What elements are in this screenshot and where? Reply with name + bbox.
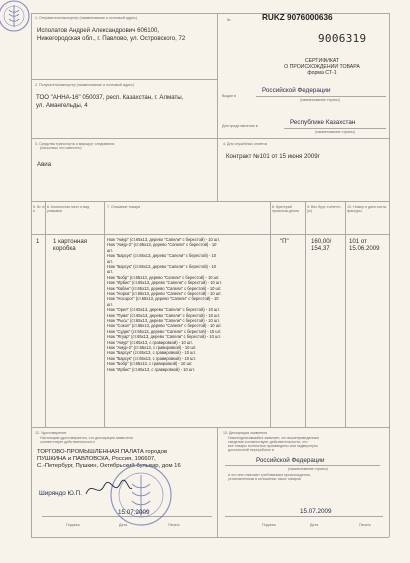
goods-item-line: Нож "Орел" (ст.65х13, дерево "Сапели" с берестой) - 10 шт.	[107, 307, 220, 313]
presented-country: Республике Казахстан	[290, 119, 356, 126]
certificate-number: RUKZ 9076000636	[262, 13, 333, 22]
declaration-text-3: все товары полностью произведены или подвергнуты	[228, 444, 318, 448]
certification-date: 15.07.2009	[118, 509, 150, 516]
goods-item-line: Нож "Барсук" (ст.65х13, с гравировкой) - 10 шт.	[107, 355, 196, 361]
goods-item-line: шт.	[107, 247, 113, 253]
goods-item-line: Нож "Ягуар" (ст.65х13, дерево "Сапели" с берестой) - 10 шт.	[107, 334, 221, 340]
exporter-name: Исполатов Андрей Александрович 606100,	[37, 27, 160, 34]
goods-item-line: Нож "Судак" (ст.65х13, дерево "Сапели" с берестой) - 10 шт.	[107, 328, 222, 334]
certificate-title: СЕРТИФИКАТ	[304, 58, 340, 64]
certificate-form: форма СТ-1	[307, 70, 337, 76]
declaration-date-label: Дата	[310, 523, 318, 527]
frame-right	[389, 13, 390, 537]
goods-item-line: Нож "Пума" (ст.65х13, дерево "Сапели" с берестой) - 10 шт.	[107, 312, 220, 318]
issued-in-caption: (наименование страны)	[300, 98, 340, 102]
declaration-country-caption: (наименование страны)	[288, 467, 328, 471]
weight-gross: 160,00/	[311, 238, 332, 245]
goods-item-line: Нож "Амур" (ст.65х13, дерево "Сапели" с берестой) - 10 шт.	[107, 237, 220, 242]
declaration-stamp-label: Печать	[359, 523, 371, 527]
chamber-line3: С.-Петербург, Пушкин, Октябрьский бульвар, дом 16	[37, 463, 181, 469]
transport-value: Авиа	[37, 161, 52, 168]
consignee-caption: 2. Получатель/импортер (наименование и почтовый адрес)	[35, 83, 135, 87]
presented-label: Для представления в	[222, 124, 258, 128]
col-header-packing: 6. Количество мест и вид упаковки	[47, 205, 90, 214]
goods-item-line: Нож "Амур-2" (ст.65х13, дерево "Сапели" с берестой) - 10	[107, 242, 217, 248]
declaration-text-2: сведения соответствуют действительности, что	[228, 440, 308, 444]
col-header-weight: 9. Вес брут-то/нетто (кг)	[307, 205, 341, 214]
goods-item-line: шт.	[107, 269, 113, 275]
col-header-description: 7. Описание товара	[107, 205, 140, 209]
certification-date-label: Дата	[119, 523, 127, 527]
declaration-text-6: установленным в отношении таких товаров	[228, 477, 301, 481]
transport-caption-2: (насколько это известно)	[40, 146, 82, 150]
chamber-line1: ТОРГОВО-ПРОМЫШЛЕННАЯ ПАЛАТА городов	[37, 449, 167, 455]
goods-item-line: Нож "Ирбис" (ст.65х13, дерево "Сапели" с берестой) - 10 шт.	[107, 280, 222, 286]
country-underline-decl	[225, 465, 380, 466]
goods-item-line: Нож "Норка" (ст.65х13, дерево "Сапели" с берестой) - 10 шт.	[107, 291, 222, 296]
certification-caption: 12. Удостоверение	[35, 431, 67, 435]
divider-bottom-section	[31, 427, 389, 428]
declaration-text-5: и что они отвечают требованиям происхождения,	[228, 473, 311, 477]
col-sep-4	[305, 201, 306, 427]
declaration-text-1: Нижеподписавшийся заявляет, что вышеприведенные	[228, 436, 320, 440]
col-sep-3	[270, 201, 271, 427]
divider-middle-bottom	[217, 427, 218, 537]
chamber-seal-top-icon	[0, 0, 38, 40]
goods-item-line: Нож "Бобр" (ст.65х13, дерево "Сапели" с берестой) - 10 шт.	[107, 274, 220, 280]
divider-middle-top	[217, 13, 218, 201]
invoice-number: 101 от	[349, 238, 367, 245]
certification-stamp-label: Печать	[168, 523, 180, 527]
signature-scribble-icon	[84, 478, 134, 500]
col-header-invoice: 10. Номер и дата счета-фактуры	[347, 205, 387, 214]
col-header-number: 5. № п/п	[33, 205, 45, 214]
goods-item-line: Нож "Бобр" (ст.65х13, с гравировкой) - 10 шт.	[107, 361, 193, 367]
goods-item-line: Нож "Сокол" (ст.65х13, дерево "Сапели" с берестой) - 10 шт.	[107, 323, 222, 329]
invoice-date: 15.06.2009	[349, 245, 380, 252]
certificate-serial: 9006319	[318, 32, 367, 45]
col-header-criterion: 8. Критерий происхож-дения	[272, 205, 300, 214]
divider-goods-columns	[31, 234, 389, 235]
signatory-name: Ширяндо Ю.П.	[39, 490, 82, 497]
declaration-date: 15.07.2009	[300, 508, 332, 515]
goods-item-line: Нож "Барсук" (ст.65х13, дерево "Сапели" с берестой) - 10	[107, 264, 217, 269]
divider-transport	[31, 138, 389, 139]
transport-caption: 3. Средства транспорта и маршрут следования	[35, 142, 115, 146]
goods-item-line: Нож "Амур" (ст.65х13, с гравировкой) - 10 шт.	[107, 339, 193, 345]
issued-in-label: Выдан в	[222, 94, 236, 98]
col-sep-5	[345, 201, 346, 427]
certification-signature-label: Подпись	[66, 523, 81, 527]
declaration-country: Российской Федерации	[256, 457, 325, 464]
presented-caption: (наименование страны)	[315, 130, 355, 134]
goods-item-line: Нож "Барсук" (ст.65х13, с гравировкой) - 10 шт.	[107, 350, 196, 356]
certification-text-2: соответствует действительности	[40, 440, 95, 444]
row-number: 1	[36, 238, 40, 245]
goods-item-line: Нож "Носорог" (ст.65х13, дерево "Сапели" с берестой) - 10	[107, 296, 219, 302]
official-caption: 4. Для служебных отметок	[223, 142, 268, 146]
col-sep-1	[45, 201, 46, 427]
goods-item-line: Нож "Амур-2" (ст.65х13, с гравировкой) - 10 шт.	[107, 345, 197, 350]
declaration-signature-label: Подпись	[262, 523, 277, 527]
certificate-number-label: №	[227, 18, 231, 22]
issued-in-country: Российской Федерации	[262, 87, 331, 94]
goods-item-line: Нож "Барсук" (ст.65х13, дерево "Сапели" с берестой) - 10	[107, 253, 217, 259]
packing-line2: коробка	[53, 245, 76, 252]
divider-goods-header	[31, 201, 389, 202]
frame-left	[31, 13, 32, 537]
consignee-line1: ТОО "АННА-16" 050037, респ. Казахстан, г. Алматы,	[36, 94, 184, 101]
packing-line1: 1 картонная	[53, 238, 88, 245]
sig-line-right	[225, 516, 383, 517]
origin-criterion: "П"	[280, 238, 289, 245]
frame-bottom	[31, 537, 389, 538]
divider-exporter	[31, 79, 217, 80]
goods-item-line: Нож "Ирбис" (ст.65х13, с гравировкой) - 10 шт.	[107, 366, 195, 372]
goods-item-line: шт.	[107, 301, 113, 307]
country-underline-issued	[256, 96, 386, 97]
goods-item-line: Нож "Рысь" (ст.65х13, дерево "Сапели" с берестой) - 10 шт.	[107, 318, 220, 323]
weight-net: 154,37	[311, 245, 330, 252]
certification-text-1: Настоящим удостоверяется, что декларация заявителя	[40, 436, 133, 440]
goods-item-line: Нож "Кабан" (ст.65х13, дерево "Сапели" с берестой) - 10 шт.	[107, 285, 222, 291]
col-sep-2	[104, 201, 105, 427]
country-underline-presented	[284, 128, 386, 129]
declaration-caption: 13. Декларация заявителя	[223, 431, 268, 435]
frame-top	[31, 13, 389, 14]
declaration-text-4: достаточной переработке в	[228, 448, 274, 452]
goods-item-line: шт.	[107, 258, 113, 264]
official-value: Контракт №101 от 15 июня 2009г	[226, 153, 320, 160]
exporter-caption: 1. Отправитель/экспортер (наименование и почтовый адрес)	[35, 16, 137, 20]
consignee-line2: ул. Амангельды, 4	[36, 102, 88, 109]
chamber-line2: ПУШКИНА и ПАВЛОВСКА, Россия, 196607,	[37, 456, 156, 462]
exporter-address: Нижегородская обл., г. Павлово, ул. Островского, 72	[37, 35, 186, 42]
certificate-subtitle: О ПРОИСХОЖДЕНИИ ТОВАРА	[284, 64, 360, 70]
